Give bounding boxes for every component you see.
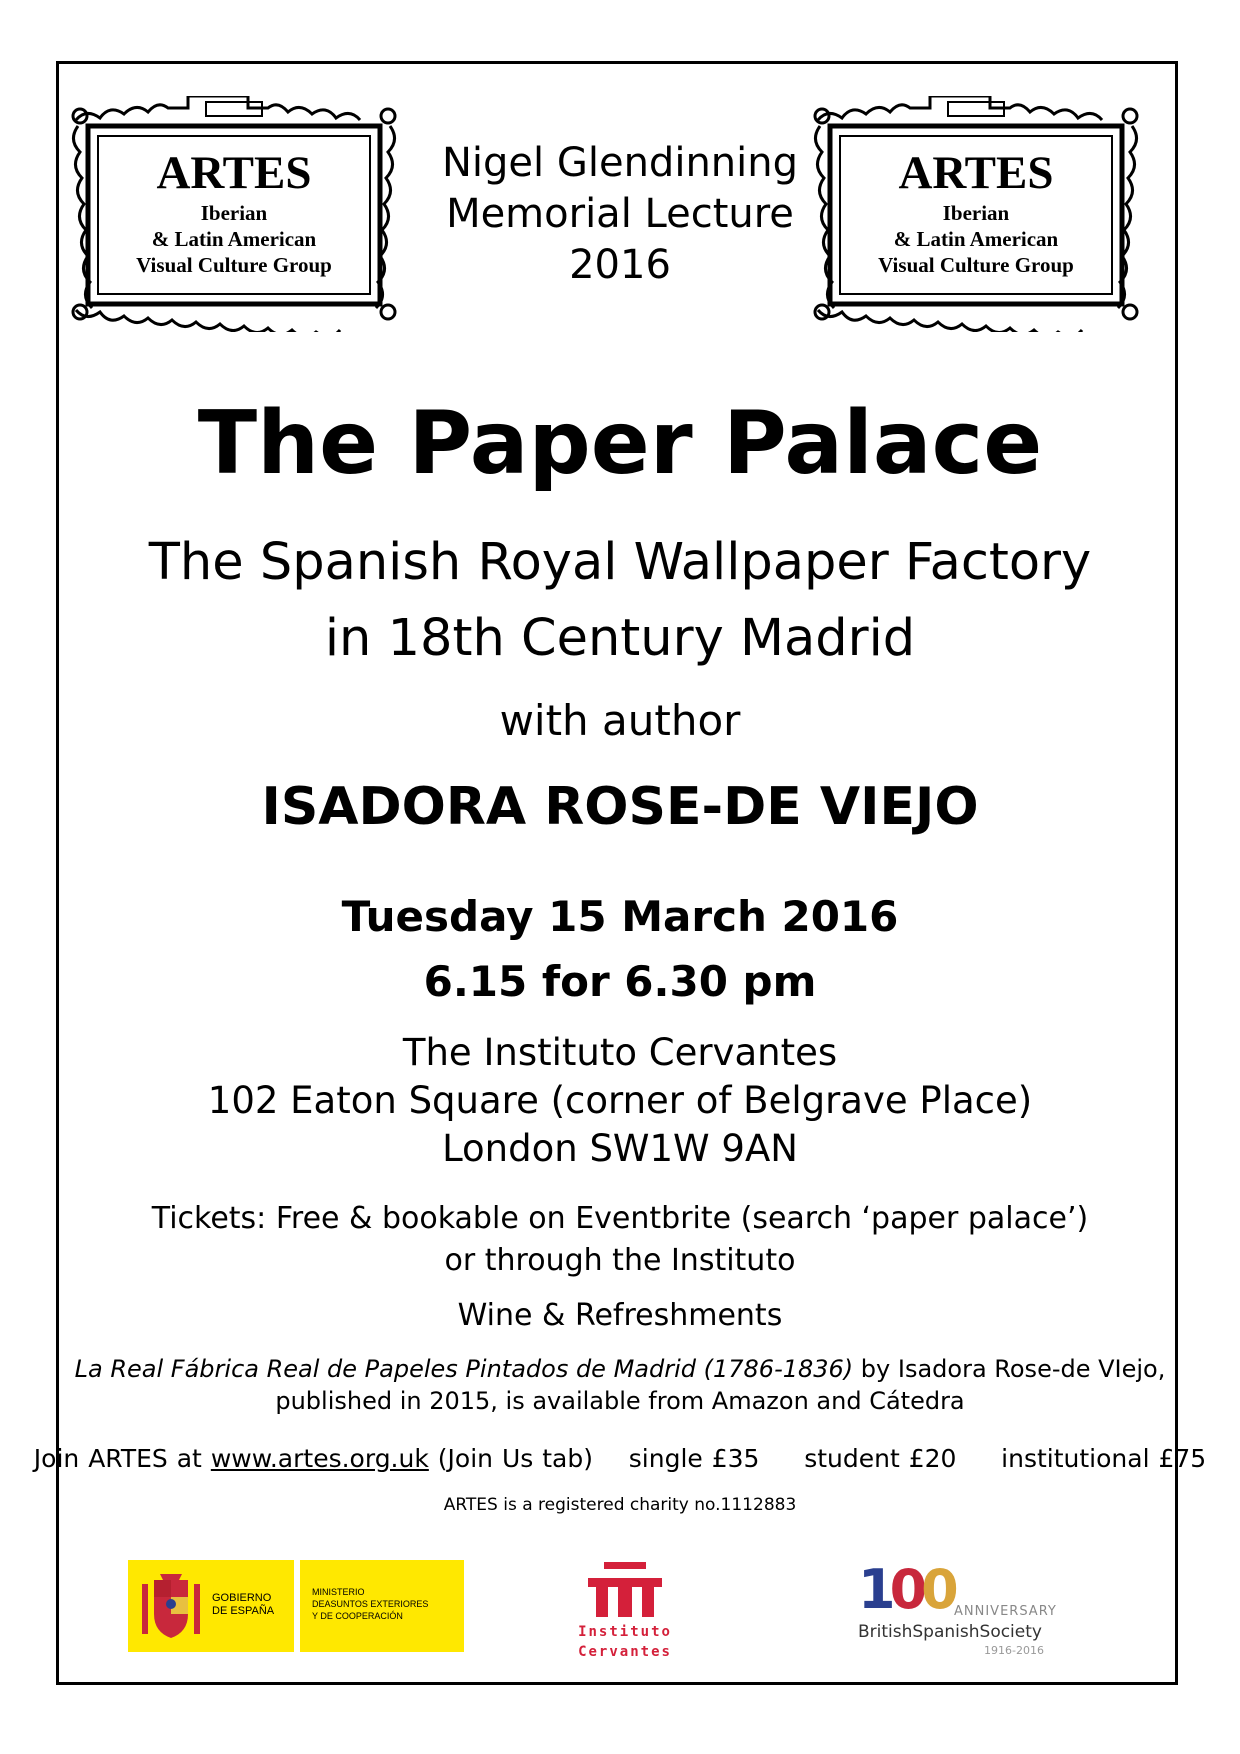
instituto-cervantes-logo [560,1558,690,1668]
charity-note: ARTES is a registered charity no.1112883 [443,1495,797,1515]
gobierno-panel [128,1560,294,1652]
tickets-line2: or through the Instituto [444,1243,796,1278]
artes-website-link[interactable]: www.artes.org.uk [210,1444,429,1473]
artes-logo-line1: Iberian [200,201,268,225]
bss-digit-1: 1 [858,1558,890,1621]
artes-logo-line3: Visual Culture Group [136,253,332,277]
tickets-info [0,1198,1240,1282]
spain-coat-of-arms-icon [138,1570,204,1642]
venue-line1: The Instituto Cervantes [402,1031,838,1074]
artes-logo-line2: & Latin American [893,227,1059,251]
bss-digit-0a: 0 [889,1558,922,1621]
book-info [0,1353,1240,1417]
refreshments-note: Wine & Refreshments [457,1298,783,1333]
lecture-year: 2016 [569,242,671,288]
ministerio-panel [300,1560,464,1652]
bss-anniversary-number [858,1558,953,1621]
gobierno-text [212,1592,274,1618]
membership-info [0,1444,1240,1473]
artes-logo-name: ARTES [156,147,312,199]
artes-logo-name: ARTES [898,147,1054,199]
student-price: student £20 [804,1444,957,1473]
artes-logo-line1: Iberian [942,201,1010,225]
book-line1 [0,1353,1240,1385]
venue-line2: 102 Eaton Square (corner of Belgrave Place) [207,1079,1033,1122]
event-subtitle [0,525,1240,677]
tickets-line1: Tickets: Free & bookable on Eventbrite (search ‘paper palace’) [151,1201,1089,1236]
bss-anniversary-label: ANNIVERSARY [954,1604,1057,1619]
cervantes-line1: Instituto [578,1624,672,1640]
bss-digit-0b: 0 [921,1558,953,1621]
speaker-name: ISADORA ROSE-DE VIEJO [261,777,979,837]
gobierno-espana-logo [128,1560,464,1652]
ministerio-line2: DEASUNTOS EXTERIORES [312,1599,429,1609]
gobierno-line1: GOBIERNO [212,1592,272,1604]
british-spanish-society-logo [858,1558,1058,1668]
artes-logo-line3: Visual Culture Group [878,253,1074,277]
event-title: The Paper Palace [197,392,1043,494]
bss-years: 1916-2016 [984,1644,1044,1657]
book-title: La Real Fábrica Real de Papeles Pintados de Madrid (1786-1836) [74,1355,854,1383]
subtitle-line1: The Spanish Royal Wallpaper Factory [148,533,1092,592]
ministerio-line3: Y DE COOPERACIÓN [312,1611,403,1621]
ministerio-line1: MINISTERIO [312,1587,365,1597]
cervantes-line2: Cervantes [578,1644,672,1660]
venue-line3: London SW1W 9AN [442,1127,798,1170]
venue-address [0,1029,1240,1173]
book-line2: published in 2015, is available from Amazon and Cátedra [275,1387,965,1415]
event-time: 6.15 for 6.30 pm [423,957,817,1006]
bss-name: BritishSpanishSociety [858,1622,1042,1642]
with-author-label: with author [499,696,741,745]
ministerio-text [312,1586,428,1622]
lecture-line1: Nigel Glendinning [442,140,798,186]
event-datetime [0,884,1240,1014]
subtitle-line2: in 18th Century Madrid [324,609,916,668]
single-price: single £35 [628,1444,760,1473]
join-prefix: Join ARTES at [33,1444,211,1473]
book-byline: by Isadora Rose-de VIejo, [853,1355,1166,1383]
lecture-line2: Memorial Lecture [446,191,794,237]
lecture-heading [0,138,1240,291]
artes-logo-line2: & Latin American [151,227,317,251]
event-date: Tuesday 15 March 2016 [341,892,899,941]
gobierno-line2: DE ESPAÑA [212,1605,275,1617]
join-tab-note: (Join Us tab) [428,1444,593,1473]
institutional-price: institutional £75 [1001,1444,1207,1473]
cervantes-emblem-icon [560,1558,690,1620]
